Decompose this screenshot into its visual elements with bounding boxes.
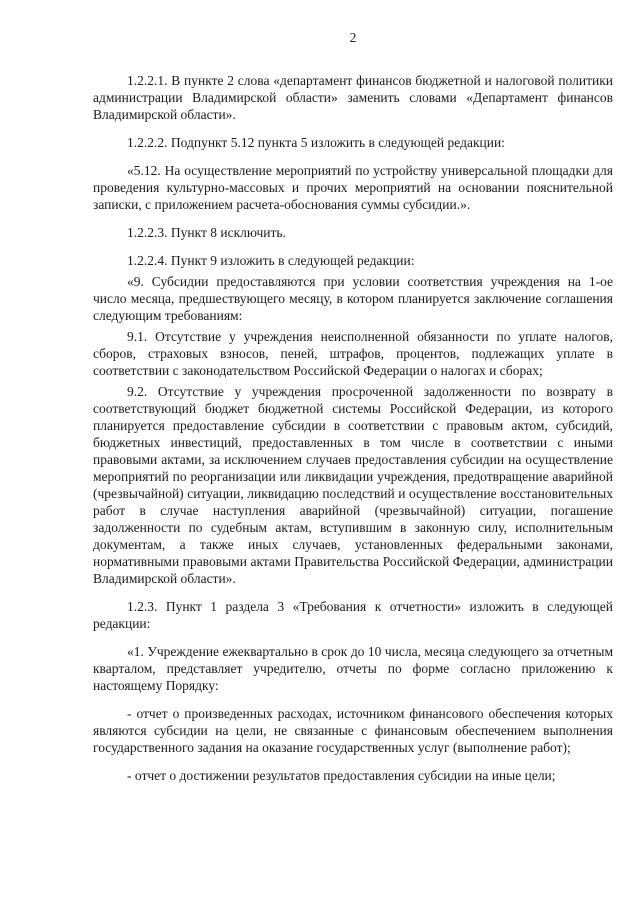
paragraph-1-2-2-4: 1.2.2.4. Пункт 9 изложить в следующей редакции: <box>127 253 415 268</box>
paragraph-1-2-2-1: 1.2.2.1. В пункте 2 слова «департамент финансов бюджетной и налоговой политики администрации Владимирской области» заменить словами «Департамент финансов Владимирской области». <box>93 73 613 122</box>
paragraph-report-expenses: - отчет о произведенных расходах, источником финансового обеспечения которых являются субсидии на цели, не связанные с финансовым обеспечением выполнения государственного задания на оказание государственных услуг (выполнение работ); <box>93 706 613 755</box>
paragraph-report-results: - отчет о достижении результатов предоставления субсидии на иные цели; <box>127 768 556 783</box>
paragraph-9-2: 9.2. Отсутствие у учреждения просроченной задолженности по возврату в соответствующий бюджет бюджетной системы Российской Федерации, из которого планируется предоставление субсидии в соответствии с правовым актом, субсидий, бюджетных инвестиций, предоставленных в том числе в соответствии с иными правовыми актами, за исключением случаев предоставления субсидии на осуществление мероприятий по реорганизации или ликвидации учреждения, предотвращение аварийной (чрезвычайной) ситуации, ликвидацию последствий и осуществление восстановительных работ в случае наступления аварийной (чрезвычайной) ситуации, погашение задолженности по судебным актам, вступившим в законную силу, исполнительным документам, а также иных случаев, установленных федеральными законами, нормативными правовыми актами Правительства Российской Федерации, администрации Владимирской области». <box>93 384 613 586</box>
paragraph-1-2-3: 1.2.3. Пункт 1 раздела 3 «Требования к отчетности» изложить в следующей редакции: <box>93 599 613 631</box>
paragraph-1-2-2-2: 1.2.2.2. Подпункт 5.12 пункта 5 изложить в следующей редакции: <box>127 135 505 150</box>
paragraph-1-2-2-3: 1.2.2.3. Пункт 8 исключить. <box>127 225 286 240</box>
paragraph-5-12: «5.12. На осуществление мероприятий по устройству универсальной площадки для проведения культурно-массовых и прочих мероприятий на основании пояснительной записки, с приложением расчета-обоснования суммы субсидии.». <box>93 163 613 212</box>
document-page <box>93 22 613 784</box>
paragraph-9: «9. Субсидии предоставляются при условии соответствия учреждения на 1-ое число месяца, предшествующего месяцу, в котором планируется заключение соглашения следующим требованиям: <box>93 274 613 323</box>
page-number: 2 <box>349 30 357 45</box>
paragraph-9-1: 9.1. Отсутствие у учреждения неисполненной обязанности по уплате налогов, сборов, страховых взносов, пеней, штрафов, процентов, подлежащих уплате в соответствии с законодательством Российской Федерации о налогах и сборах; <box>93 329 613 378</box>
paragraph-report-1: «1. Учреждение ежеквартально в срок до 10 числа, месяца следующего за отчетным кварталом, представляет учредителю, отчеты по форме согласно приложению к настоящему Порядку: <box>93 644 613 693</box>
